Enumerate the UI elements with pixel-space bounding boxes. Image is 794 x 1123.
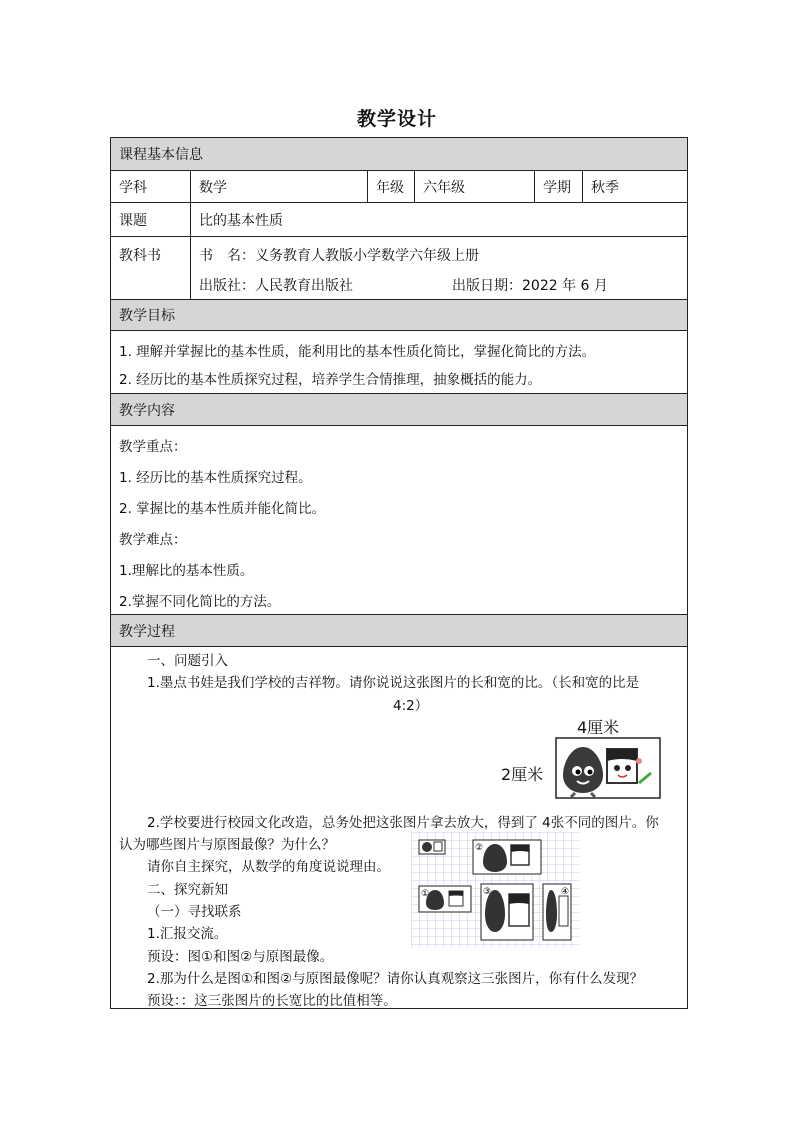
difficult-points-label: 教学难点： [119, 532, 187, 548]
section-header: 课程基本信息 [119, 147, 203, 163]
document-title: 教学设计 [356, 108, 437, 130]
mascot-image [555, 737, 661, 799]
section-header: 教学目标 [119, 308, 175, 324]
difficult-point-item: 2.掌握不同化简比的方法。 [119, 594, 281, 610]
process-line: 预设：图①和图②与原图最像。 [147, 949, 334, 965]
key-point-item: 2. 掌握比的基本性质并能化简比。 [119, 501, 326, 517]
process-line: 1.墨点书娃是我们学校的吉祥物。请你说说这张图片的长和宽的比。（长和宽的比是 [147, 675, 640, 691]
process-line: 2.学校要进行校园文化改造，总务处把这张图片拿去放大，得到了 4张不同的图片。你 [147, 815, 659, 831]
difficult-point-item: 1.理解比的基本性质。 [119, 563, 254, 579]
picture-label: ③ [483, 887, 492, 897]
width-label: 2厘米 [501, 765, 544, 784]
process-line: 2.那为什么是图①和图②与原图最像呢？请你认真观察这三张图片，你有什么发现？ [147, 971, 644, 987]
section-content [111, 394, 687, 426]
section-header: 教学过程 [119, 623, 175, 640]
section-header: 教学内容 [119, 402, 175, 419]
key-point-item: 1. 经历比的基本性质探究过程。 [119, 470, 312, 486]
picture-2 [473, 840, 541, 874]
term-value: 秋季 [582, 171, 687, 202]
lesson-plan-table [110, 137, 688, 1009]
picture-label: ④ [561, 887, 570, 897]
subject-label: 学科 [119, 179, 147, 196]
process-body [111, 647, 687, 1008]
process-line: 预设：：这三张图片的长宽比的比值相等。 [147, 993, 397, 1009]
goal-item: 2. 经历比的基本性质探究过程，培养学生合情推理，抽象概括的能力。 [119, 372, 542, 388]
picture-1 [419, 886, 471, 912]
process-line: 1.汇报交流。 [147, 926, 228, 942]
section-basic-info [111, 138, 687, 171]
process-line: 一、问题引入 [147, 653, 228, 669]
textbook-label: 教科书 [119, 248, 161, 264]
subject-value: 数学 [190, 171, 367, 202]
book-name: 书 名：义务教育人教版小学数学六年级上册 [199, 248, 479, 264]
process-line: 认为哪些图片与原图最像？为什么？ [119, 837, 335, 853]
topic-value: 比的基本性质 [190, 203, 687, 236]
goal-item: 1. 理解并掌握比的基本性质，能利用比的基本性质化简比，掌握化简比的方法。 [119, 344, 596, 360]
mascot-figure [499, 715, 669, 803]
picture-4 [543, 884, 571, 940]
grade-label: 年级 [367, 171, 414, 202]
length-label: 4厘米 [577, 718, 620, 737]
picture-label: ① [421, 889, 430, 899]
textbook-info [190, 237, 687, 299]
publisher: 出版社：人民教育出版社 [199, 278, 353, 294]
section-goals [111, 300, 687, 331]
key-points-label: 教学重点： [119, 439, 187, 455]
subject-row [111, 171, 687, 203]
topic-label: 课题 [119, 212, 147, 229]
grade-value: 六年级 [414, 171, 534, 202]
enlarged-pictures-grid [411, 832, 579, 948]
publication-date: 出版日期：2022 年 6 月 [452, 278, 608, 294]
section-process [111, 615, 687, 647]
term-label: 学期 [534, 171, 582, 202]
process-line: 二、探究新知 [147, 882, 228, 898]
process-line: 请你自主探究，从数学的角度说说理由。 [147, 859, 390, 875]
textbook-row [111, 237, 687, 300]
content-body [111, 426, 687, 615]
original-small-picture [419, 840, 445, 854]
topic-row [111, 203, 687, 237]
process-line: 4:2） [393, 698, 429, 714]
picture-3 [481, 884, 533, 940]
picture-label: ② [475, 843, 484, 853]
goals-content [111, 331, 687, 394]
process-line: （一）寻找联系 [147, 904, 242, 920]
